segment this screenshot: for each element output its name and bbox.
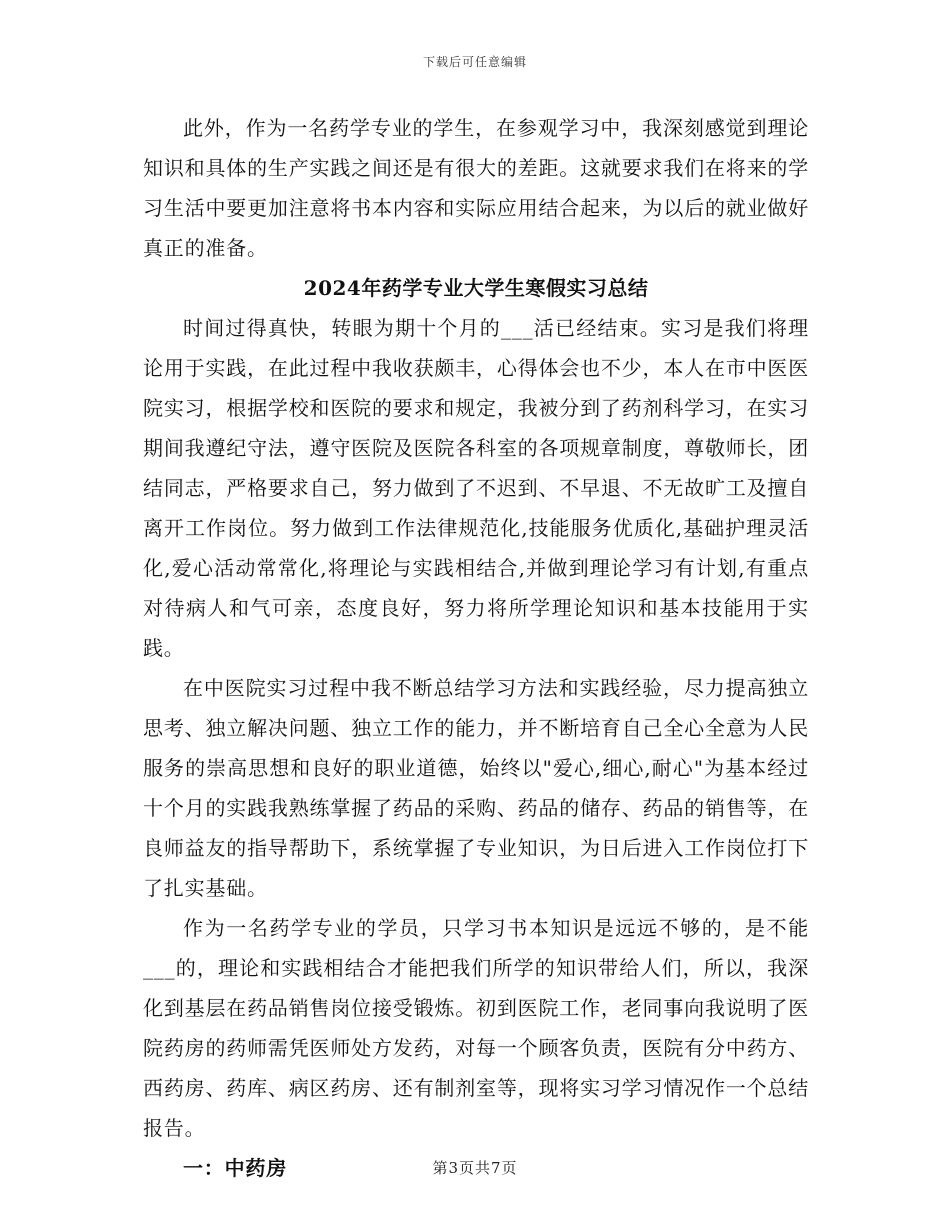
document-title: 2024年药学专业大学生寒假实习总结 bbox=[303, 276, 649, 300]
body-paragraph-2: 在中医院实习过程中我不断总结学习方法和实践经验，尽力提高独立思考、独立解决问题、独立工作的能力，并不断培育自己全心全意为人民服务的崇高思想和良好的职业道德，始终以"爱心,细心,耐心"为基本经过十个月的实践我熟练掌握了药品的采购、药品的储存、药品的销售等，在良师益友的指导帮助下，系统掌握了专业知识，为日后进入工作岗位打下了扎实基础。 bbox=[143, 676, 809, 900]
document-body bbox=[143, 108, 809, 1188]
body-paragraph-3: 作为一名药学专业的学员，只学习书本知识是远远不够的，是不能___的，理论和实践相结合才能把我们所学的知识带给人们，所以，我深化到基层在药品销售岗位接受锻炼。初到医院工作，老同事向我说明了医院药房的药师需凭医师处方发药，对每一个顾客负责，医院有分中药方、西药房、药库、病区药房、还有制剂室等，现将实习学习情况作一个总结报告。 bbox=[143, 916, 809, 1140]
section-heading: 一：中药房 bbox=[183, 1156, 287, 1180]
page-number: 第3页共7页 bbox=[432, 1159, 518, 1177]
body-paragraph-1: 时间过得真快，转眼为期十个月的___活已经结束。实习是我们将理论用于实践，在此过程中我收获颇丰，心得体会也不少，本人在市中医医院实习，根据学校和医院的要求和规定，我被分到了药剂科学习，在实习期间我遵纪守法，遵守医院及医院各科室的各项规章制度，尊敬师长，团结同志，严格要求自己，努力做到了不迟到、不早退、不无故旷工及擅自离开工作岗位。努力做到工作法律规范化,技能服务优质化,基础护理灵活化,爱心活动常常化,将理论与实践相结合,并做到理论学习有计划,有重点对待病人和气可亲，态度良好，努力将所学理论知识和基本技能用于实践。 bbox=[143, 316, 809, 660]
header-note: 下载后可任意编辑 bbox=[422, 55, 527, 69]
intro-paragraph: 此外，作为一名药学专业的学生，在参观学习中，我深刻感觉到理论知识和具体的生产实践之间还是有很大的差距。这就要求我们在将来的学习生活中要更加注意将书本内容和实际应用结合起来，为以后的就业做好真正的准备。 bbox=[143, 116, 809, 260]
